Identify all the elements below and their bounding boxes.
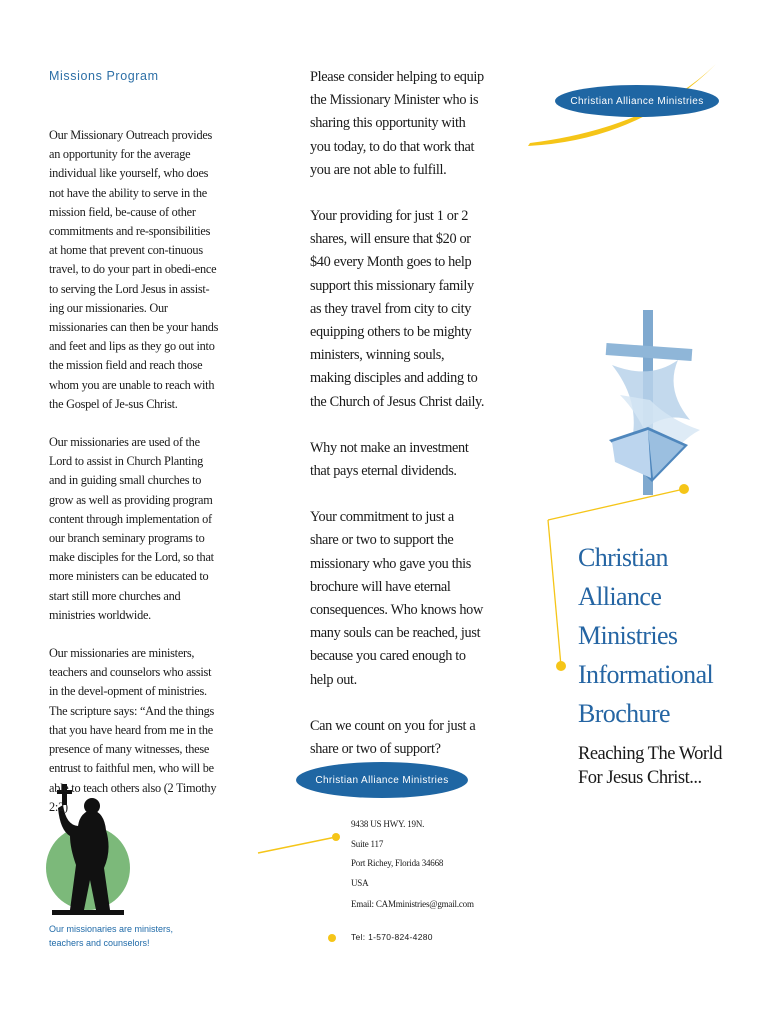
yellow-connector-line	[548, 489, 684, 520]
paragraph: Your commitment to just a share or two to support the missionary who gave you this brochure will have eternal consequences. Who knows how many souls can be reached, just because you cared enough to help out.	[310, 509, 483, 688]
paragraph: Can we count on you for just a share or two of support?	[310, 717, 476, 758]
paragraph: Please consider helping to equip the Missionary Minister who is sharing this opportunity with you today, to do that work that you are not able to fulfill.	[310, 69, 484, 178]
yellow-dot-decoration	[556, 661, 566, 671]
section-heading: Missions Program	[49, 69, 159, 83]
yellow-dot-decoration	[332, 833, 340, 841]
paragraph: Your providing for just 1 or 2 shares, will ensure that $20 or $40 every Month goes to help support this missionary family as they travel from city to city equipping others to be mighty ministers, winning souls, making disciples and adding to the Church of Jesus Christ daily.	[310, 208, 485, 410]
paragraph: Why not make an investment that pays eternal dividends.	[310, 439, 469, 480]
email-address[interactable]: Email: CAMministries@gmail.com	[351, 899, 474, 909]
title-line: Ministries	[578, 621, 678, 650]
paragraph: Our missionaries are ministers, teachers and counselors who assist in the devel-opment of ministries. The scripture says: “And the things that you have heard from me in the presence of many witnesses, these entrust to faithful men, who will be able to teach others also (2 Timothy 2:2)	[49, 646, 217, 814]
body-text-column	[49, 126, 221, 817]
address-line: 9438 US HWY. 19N.	[351, 819, 425, 829]
paragraph: Our Missionary Outreach provides an opportunity for the average individual like yourself, who does not have the ability to serve in the mission field, be-cause of other commitments and re-sponsibilities at home that prevent con-tinuous travel, to do your part in obedi-ence to serving the Lord Jesus in assist-ing our missionaries. Our missionaries can then be your hands and feet and lips as they go out into the mission field and reach those whom you are unable to reach with the Gospel of Je-sus Christ.	[49, 128, 219, 411]
appeal-text-column	[310, 66, 485, 761]
image-caption: Our missionaries are ministers, teachers and counselors!	[49, 924, 174, 948]
cross-bible-illustration	[606, 310, 700, 495]
address-line: Suite 117	[351, 838, 384, 849]
title-line: Christian	[578, 543, 668, 572]
title-line: Brochure	[578, 699, 670, 728]
address-line: Port Richey, Florida 34668	[351, 858, 444, 868]
mailing-address	[351, 815, 511, 893]
ministry-logo-badge: Christian Alliance Ministries	[296, 762, 468, 798]
ministry-logo-badge: Christian Alliance Ministries	[555, 85, 719, 117]
brochure-title	[578, 538, 738, 733]
yellow-connector-line	[548, 520, 561, 666]
phone-number[interactable]: Tel: 1-570-824-4280	[351, 932, 433, 942]
yellow-dot-decoration	[679, 484, 689, 494]
address-line: USA	[351, 877, 369, 888]
paragraph: Our missionaries are used of the Lord to assist in Church Planting and in guiding small churches to grow as well as providing program content through implementation of our branch seminary programs to make disciples for the Lord, so that more ministers can be educated to start still more churches and ministries worldwide.	[49, 435, 214, 622]
title-line: Alliance	[578, 582, 662, 611]
yellow-dot-decoration	[328, 934, 336, 942]
brochure-tagline: Reaching The World For Jesus Christ...	[578, 744, 722, 788]
title-line: Informational	[578, 660, 714, 689]
yellow-connector-line	[258, 837, 336, 853]
